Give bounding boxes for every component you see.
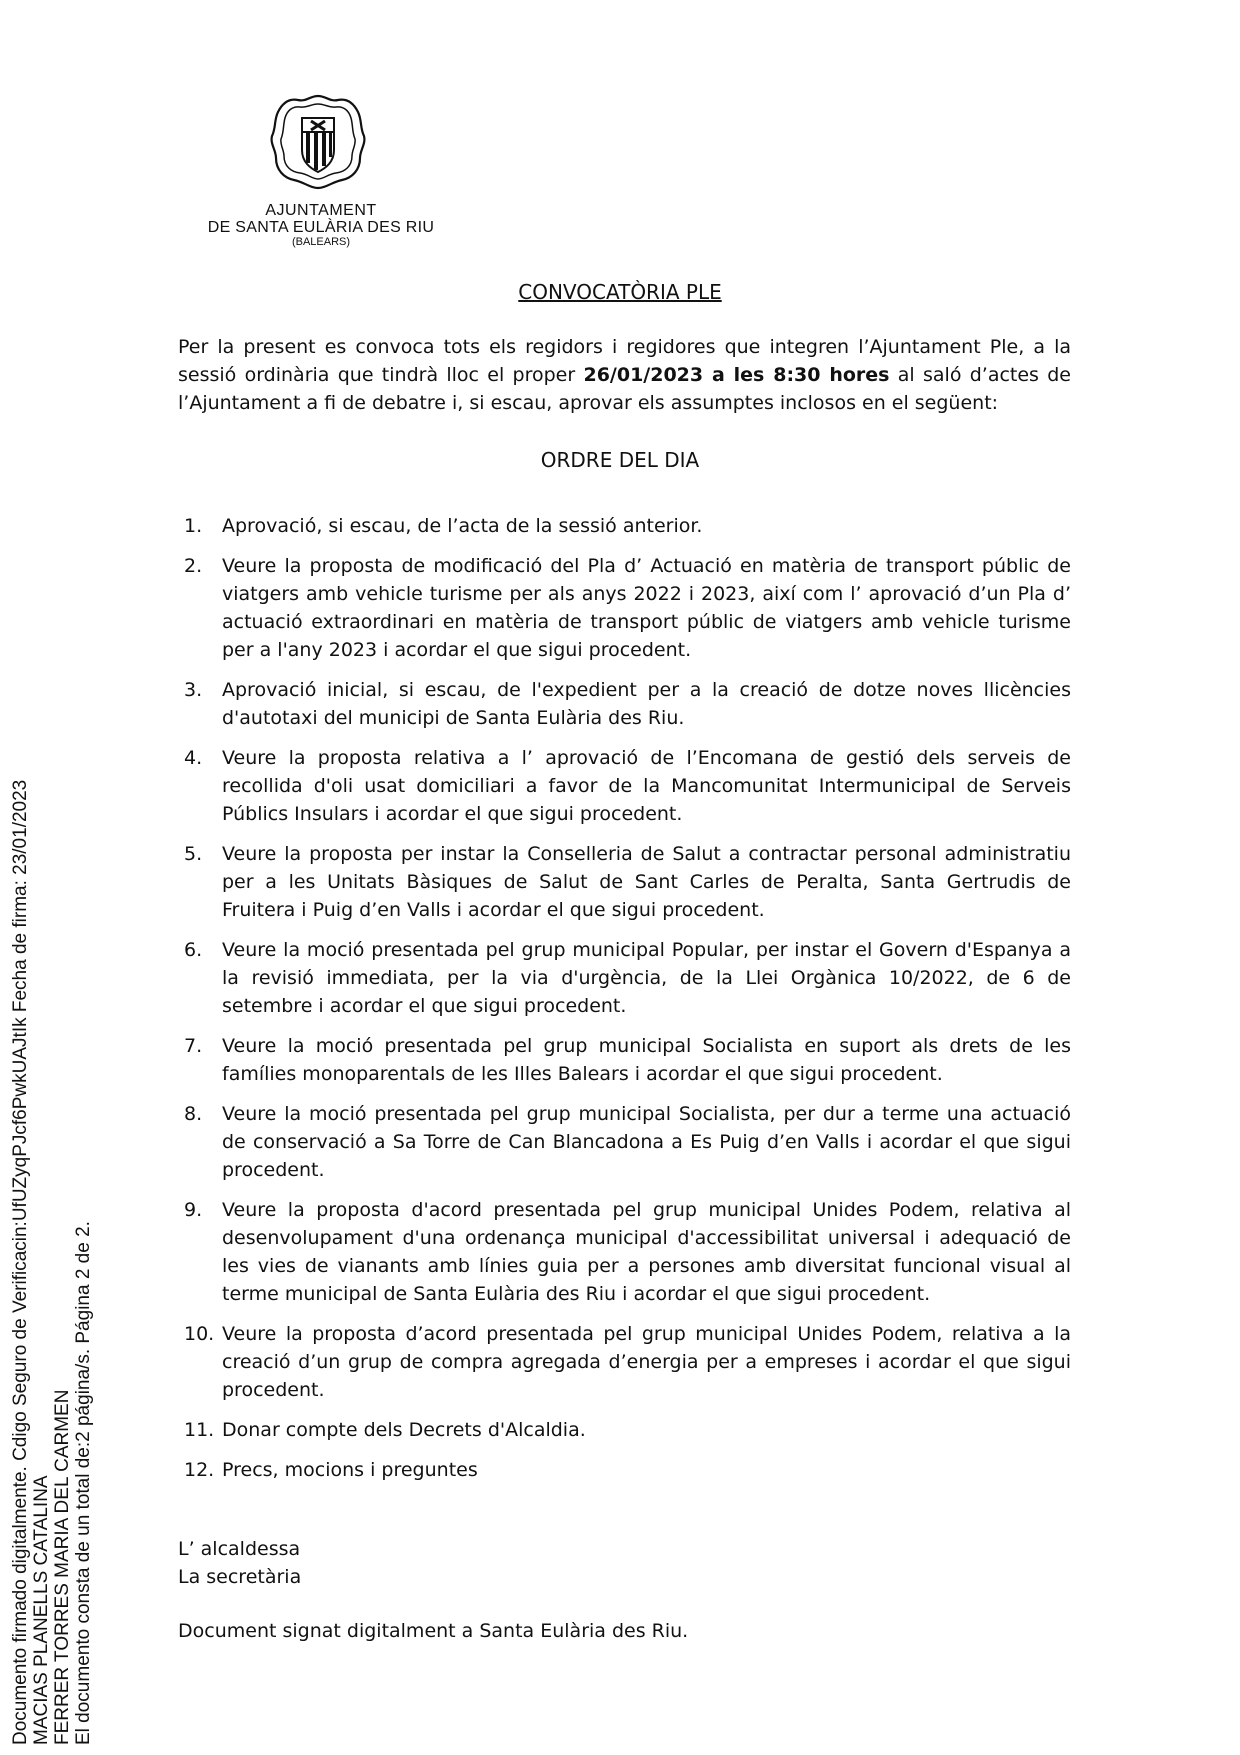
agenda-item-text: Veure la moció presentada pel grup municipal Socialista, per dur a terme una actuació de conservació a Sa Torre de Can Blancadona a Es Puig d’en Valls i acordar el que sigui procedent.	[222, 1103, 1071, 1181]
agenda-item	[178, 1416, 1071, 1444]
agenda-item-text: Veure la proposta de modificació del Pla d’ Actuació en matèria de transport públic de viatgers amb vehicle turisme per als anys 2022 i 2023, així com l’ aprovació d’un Pla d’ actuació extraordinari en matèria de transport públic de viatgers amb vehicle turisme per a l'any 2023 i acordar el que sigui procedent.	[222, 555, 1071, 661]
agenda-item-number: 10.	[184, 1323, 215, 1345]
agenda-item-number: 6.	[184, 939, 203, 961]
agenda-item-number: 7.	[184, 1035, 203, 1057]
intro-text-2: al saló d’actes de l’Ajuntament a fi de debatre i, si escau, aprovar els assumptes inclosos en el següent:	[178, 364, 1071, 414]
agenda-item-number: 4.	[184, 747, 203, 769]
stamp-line-4: El documento consta de un total de:2 página/s. Página 2 de 2.	[73, 1221, 94, 1745]
agenda-item	[178, 552, 1071, 664]
agenda-item-number: 8.	[184, 1103, 203, 1125]
stamp-line-1: Documento firmado digitalmente. Cdigo Seguro de Verificacin:UfUZyqPJcf6PwkUAJtIk Fecha de firma: 23/01/2023	[10, 779, 31, 1745]
agenda-item-text: Donar compte dels Decrets d'Alcaldia.	[222, 1419, 586, 1441]
agenda-item-number: 5.	[184, 843, 203, 865]
agenda-item-number: 2.	[184, 555, 203, 577]
agenda-item-text: Veure la moció presentada pel grup municipal Socialista en suport als drets de les famílies monoparentals de les Illes Balears i acordar el que sigui procedent.	[222, 1035, 1071, 1085]
agenda-title: ORDRE DEL DIA	[540, 448, 700, 472]
agenda-item	[178, 512, 1071, 540]
side-signature-stamp	[0, 0, 110, 1755]
signatory-secretary: La secretària	[178, 1566, 302, 1588]
agenda-item	[178, 840, 1071, 924]
agenda-item	[178, 1100, 1071, 1184]
organization-name	[190, 203, 452, 248]
agenda-item-text: Veure la proposta d'acord presentada pel grup municipal Unides Podem, relativa al desenvolupament d'una ordenança municipal d'accessibilitat universal i adequació de les vies de vianants amb línies guia per a persones amb diversitat funcional visual al terme municipal de Santa Eulària des Riu i acordar el que sigui procedent.	[222, 1199, 1071, 1305]
agenda-item	[178, 1032, 1071, 1088]
agenda-item	[178, 1456, 1071, 1484]
org-line-2: DE SANTA EULÀRIA DES RIU	[207, 218, 435, 236]
agenda-item-text: Veure la proposta per instar la Conselleria de Salut a contractar personal administratiu per a les Unitats Bàsiques de Salut de Sant Carles de Peralta, Santa Gertrudis de Fruitera i Puig d’en Valls i acordar el que sigui procedent.	[222, 843, 1071, 921]
agenda-item-number: 11.	[184, 1419, 215, 1441]
signatories	[178, 1535, 301, 1591]
agenda-item-text: Veure la proposta relativa a l’ aprovació de l’Encomana de gestió dels serveis de recollida d'oli usat domiciliari a favor de la Mancomunitat Intermunicipal de Serveis Públics Insulars i acordar el que sigui procedent.	[222, 747, 1071, 825]
agenda-item-number: 12.	[184, 1459, 215, 1481]
document-title: CONVOCATÒRIA PLE	[518, 280, 722, 304]
agenda-item	[178, 676, 1071, 732]
agenda-item	[178, 744, 1071, 828]
agenda-item-text: Veure la proposta d’acord presentada pel grup municipal Unides Podem, relativa a la creació d’un grup de compra agregada d’energia per a empreses i acordar el que sigui procedent.	[222, 1323, 1071, 1401]
agenda-list	[178, 512, 1071, 1496]
agenda-item-text: Aprovació inicial, si escau, de l'expedient per a la creació de dotze noves llicències d'autotaxi del municipi de Santa Eulària des Riu.	[222, 679, 1071, 729]
stamp-line-2: MACIAS PLANELLS CATALINA	[31, 1475, 52, 1745]
agenda-item-text: Veure la moció presentada pel grup municipal Popular, per instar el Govern d'Espanya a la revisió immediata, per la via d'urgència, de la Llei Orgànica 10/2022, de 6 de setembre i acordar el que sigui procedent.	[222, 939, 1071, 1017]
agenda-item-text: Aprovació, si escau, de l’acta de la sessió anterior.	[222, 515, 703, 537]
agenda-item	[178, 1196, 1071, 1308]
stamp-line-3: FERRER TORRES MARIA DEL CARMEN	[52, 1389, 73, 1745]
agenda-item	[178, 1320, 1071, 1404]
org-line-3: (BALEARS)	[291, 235, 351, 248]
agenda-item-text: Precs, mocions i preguntes	[222, 1459, 478, 1481]
agenda-item-number: 1.	[184, 515, 203, 537]
agenda-item-number: 9.	[184, 1199, 203, 1221]
session-datetime: 26/01/2023 a les 8:30 hores	[583, 364, 890, 386]
digital-signature-note: Document signat digitalment a Santa Eulària des Riu.	[178, 1620, 689, 1642]
signatory-mayor: L’ alcaldessa	[178, 1538, 301, 1560]
org-line-1: AJUNTAMENT	[265, 202, 377, 219]
intro-text-1: Per la present es convoca tots els regidors i regidores que integren l’Ajuntament Ple, a la sessió ordinària que tindrà lloc el proper	[178, 336, 1071, 386]
agenda-item	[178, 936, 1071, 1020]
intro-paragraph	[178, 333, 1071, 417]
municipal-crest-icon	[268, 92, 368, 192]
agenda-item-number: 3.	[184, 679, 203, 701]
